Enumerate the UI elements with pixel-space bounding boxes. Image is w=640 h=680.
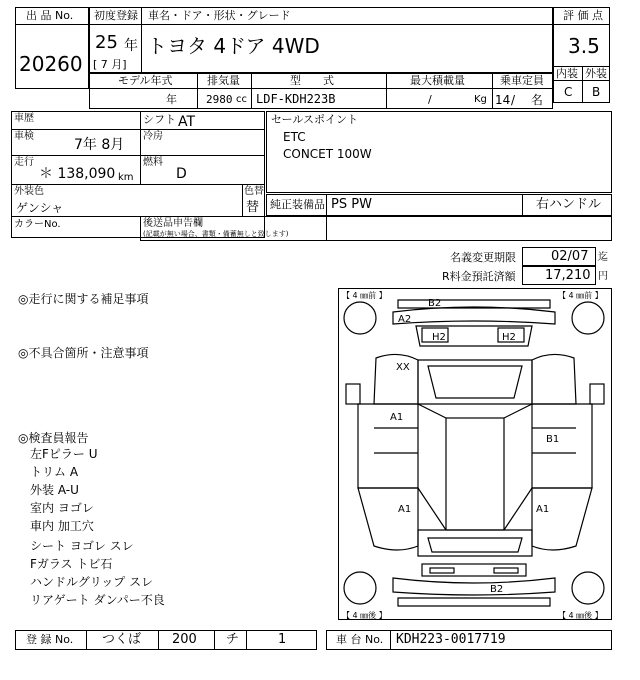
model-code: LDF-KDH223B: [256, 92, 336, 106]
damage-mark: H2: [432, 332, 446, 343]
grade-label: 評 価 点: [563, 9, 603, 22]
vehicle-damage-diagram: [338, 288, 612, 620]
lot-number: 20260: [19, 52, 83, 76]
driving-notes-label: ◎走行に関する補足事項: [18, 292, 149, 306]
rear-right-tire: [572, 572, 604, 604]
shift-value: AT: [178, 114, 196, 130]
tire-depth-label: 【 4 ㎜前 】: [342, 291, 387, 300]
recycle-label: R料金預託済額: [442, 270, 516, 283]
chassis-number: KDH223-0017719: [396, 632, 506, 647]
history-label: 車歴: [14, 113, 34, 124]
inspection-label: 車検: [14, 131, 34, 142]
sales-point-1: ETC: [283, 130, 306, 144]
genuine-equipment-value: PS PW: [331, 197, 372, 212]
handle-side: 右ハンドル: [536, 197, 602, 212]
registration-number: 1: [278, 632, 287, 647]
first-registration-month: [ 7 月]: [93, 58, 127, 71]
inspector-item: シート ヨゴレ スレ: [30, 539, 134, 553]
inspector-report-label: ◎検査員報告: [18, 431, 89, 445]
recycle-value: 17,210: [545, 268, 591, 283]
first-registration-year-unit: 年: [124, 38, 138, 54]
right-rear-quarter: [532, 488, 592, 550]
rear-left-tire: [344, 572, 376, 604]
lot-number-label: 出 品 No.: [26, 9, 74, 22]
shift-label: シフト: [143, 113, 176, 126]
inspection-value: 7年 8月: [74, 137, 125, 153]
damage-mark: A2: [398, 314, 412, 325]
displacement-value: 2980: [206, 93, 233, 106]
damage-mark: XX: [396, 362, 410, 373]
inspector-item: 外装 A-U: [30, 483, 79, 497]
right-front-fender: [532, 354, 576, 404]
damage-mark: A1: [390, 412, 404, 423]
mileage-label: 走行: [14, 157, 34, 168]
inspector-item: 室内 ヨゴレ: [30, 501, 94, 515]
front-left-tire: [344, 302, 376, 334]
sales-point-label: セールスポイント: [271, 113, 359, 126]
damage-mark: B2: [490, 584, 504, 595]
front-right-tire: [572, 302, 604, 334]
registration-label: 登 録 No.: [26, 633, 74, 646]
color-value: ゲンシャ: [16, 201, 64, 215]
color-number-label: カラーNo.: [14, 219, 61, 230]
exterior-label: 外装: [585, 67, 607, 80]
registration-kana: チ: [226, 632, 240, 647]
displacement-label: 排気量: [207, 74, 240, 87]
color-change-value: 替: [246, 200, 260, 215]
capacity-label: 乗車定員: [500, 74, 544, 87]
mileage-unit: km: [118, 172, 134, 183]
color-change-label: 色替: [244, 186, 264, 197]
damage-mark: A1: [536, 504, 550, 515]
inspector-item: 左Fピラー U: [30, 447, 98, 461]
first-registration-year: 25: [95, 32, 118, 53]
max-load-unit: Kg: [474, 94, 487, 105]
documents-label: 後送品申告欄: [143, 218, 203, 229]
model-code-label: 型 式: [290, 74, 334, 87]
grade-score: 3.5: [568, 34, 600, 58]
defect-notes-label: ◎不具合箇所・注意事項: [18, 346, 149, 360]
documents-note: (記載が無い場合、書類・備蓄無しと致します): [143, 230, 289, 238]
chassis-label: 車 台 No.: [336, 633, 384, 646]
registration-class: 200: [172, 632, 197, 647]
first-registration-label: 初度登録: [94, 9, 138, 22]
sales-point-2: CONCET 100W: [283, 147, 372, 161]
exterior-grade: B: [592, 85, 601, 99]
inspector-item: Fガラス トビ石: [30, 557, 113, 571]
fuel-value: D: [176, 166, 187, 182]
damage-mark: H2: [502, 332, 516, 343]
inspector-item: 車内 加工穴: [30, 519, 94, 533]
damage-mark: A1: [398, 504, 412, 515]
car-name-label: 車名・ドア・形状・グレード: [148, 9, 291, 22]
fuel-label: 燃料: [143, 157, 163, 168]
model-year-label: モデル年式: [118, 74, 173, 87]
damage-mark: B1: [546, 434, 560, 445]
ac-label: 冷房: [143, 131, 163, 142]
max-load-label: 最大積載量: [410, 74, 465, 87]
capacity-value: 14: [495, 93, 511, 107]
tire-depth-label: 【 4 ㎜後 】: [558, 611, 603, 620]
mileage-value: ＊ 138,090: [39, 166, 116, 182]
genuine-equipment-label: 純正装備品: [270, 198, 325, 211]
displacement-unit: cc: [236, 94, 247, 105]
color-label: 外装色: [14, 186, 44, 197]
tire-depth-label: 【 4 ㎜前 】: [558, 291, 603, 300]
max-load-value: /: [428, 93, 432, 106]
model-year-unit: 年: [166, 93, 177, 106]
name-change-value: 02/07: [551, 249, 589, 264]
inspector-item: リアゲート ダンパー不良: [30, 593, 165, 607]
damage-mark: B2: [428, 298, 442, 309]
recycle-unit: 円: [598, 271, 608, 282]
registration-area: つくば: [102, 632, 142, 647]
roof: [446, 418, 504, 530]
rear-bumper: [393, 578, 555, 595]
inspector-item: ハンドルグリップ スレ: [30, 575, 154, 589]
interior-label: 内装: [556, 67, 578, 80]
inspector-item: トリム A: [30, 465, 79, 479]
capacity-unit: / 名: [511, 93, 543, 107]
car-name: トヨタ 4ドア 4WD: [147, 34, 320, 58]
interior-grade: C: [564, 85, 573, 99]
tire-depth-label: 【 4 ㎜後 】: [342, 611, 387, 620]
name-change-unit: 迄: [598, 252, 608, 263]
name-change-label: 名義変更期限: [450, 251, 516, 264]
left-rear-quarter: [358, 488, 418, 550]
